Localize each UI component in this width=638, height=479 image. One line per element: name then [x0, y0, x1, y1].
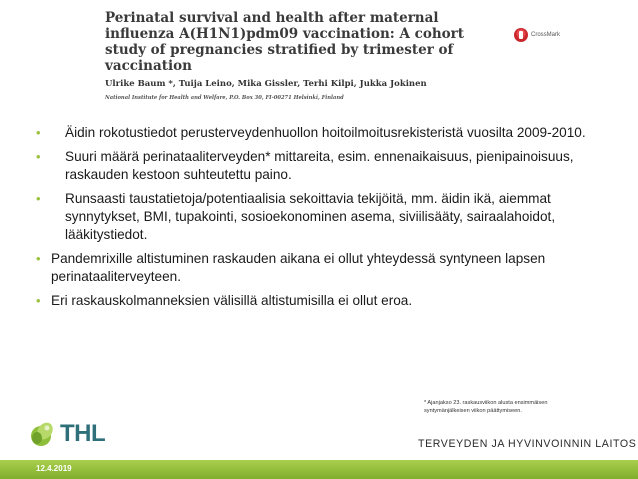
bullet-item: [36, 124, 606, 142]
footnote: * Ajanjakso 23. raskausviikon alusta ensimmäisen syntymänjälkeisen viikon päättymiseen.: [424, 400, 548, 414]
bullet-item: [36, 148, 606, 184]
footer-bar: [0, 460, 638, 479]
thl-logo-text: THL: [60, 420, 106, 447]
bullet-dot-icon: •: [36, 125, 41, 140]
bullet-list: [36, 124, 606, 316]
bullet-item: [36, 292, 606, 310]
paper-title: Perinatal survival and health after maternal influenza A(H1N1)pdm09 vaccination: A cohort study of pregnancies stratified by trimester of vaccination: [105, 10, 465, 74]
bullet-text: Eri raskauskolmanneksien välisillä altistumisilla ei ollut eroa.: [51, 293, 413, 308]
bullet-text: Pandemrixille altistuminen raskauden aikana ei ollut yhteydessä syntyneen lapsen perinataaliterveyteen.: [51, 251, 546, 284]
bullet-dot-icon: •: [36, 251, 41, 266]
bullet-text: Suuri määrä perinataaliterveyden* mittareita, esim. ennenaikaisuus, pienipainoisuus, raskauden kestoon suhteutettu paino.: [65, 149, 574, 182]
thl-logo: [27, 420, 105, 448]
footer-date: 12.4.2019: [36, 464, 72, 473]
paper-authors: Ulrike Baum *, Tuija Leino, Mika Gissler, Terhi Kilpi, Jukka Jokinen: [105, 79, 427, 89]
organization-name: TERVEYDEN JA HYVINVOINNIN LAITOS: [418, 438, 637, 450]
crossmark-icon: [514, 28, 528, 42]
bullet-text: Äidin rokotustiedot perusterveydenhuollon hoitoilmoitusrekisteristä vuosilta 2009-2010.: [65, 125, 586, 140]
bullet-item: [36, 250, 606, 286]
bullet-dot-icon: •: [36, 191, 41, 206]
crossmark-badge[interactable]: [514, 28, 560, 42]
thl-leaf-logo-icon: [27, 420, 57, 448]
crossmark-label: CrossMark: [531, 32, 561, 38]
paper-affiliation: National Institute for Health and Welfare, P.O. Box 30, FI-00271 Helsinki, Finland: [105, 95, 344, 101]
bullet-text: Runsaasti taustatietoja/potentiaalisia sekoittavia tekijöitä, mm. äidin ikä, aiemmat synnytykset, BMI, tupakointi, sosioekonominen asema, siviilisääty, sairaalahoidot, lääkitystiedot.: [65, 191, 556, 242]
bullet-dot-icon: •: [36, 293, 41, 308]
bullet-item: [36, 190, 606, 244]
bullet-dot-icon: •: [36, 149, 41, 164]
